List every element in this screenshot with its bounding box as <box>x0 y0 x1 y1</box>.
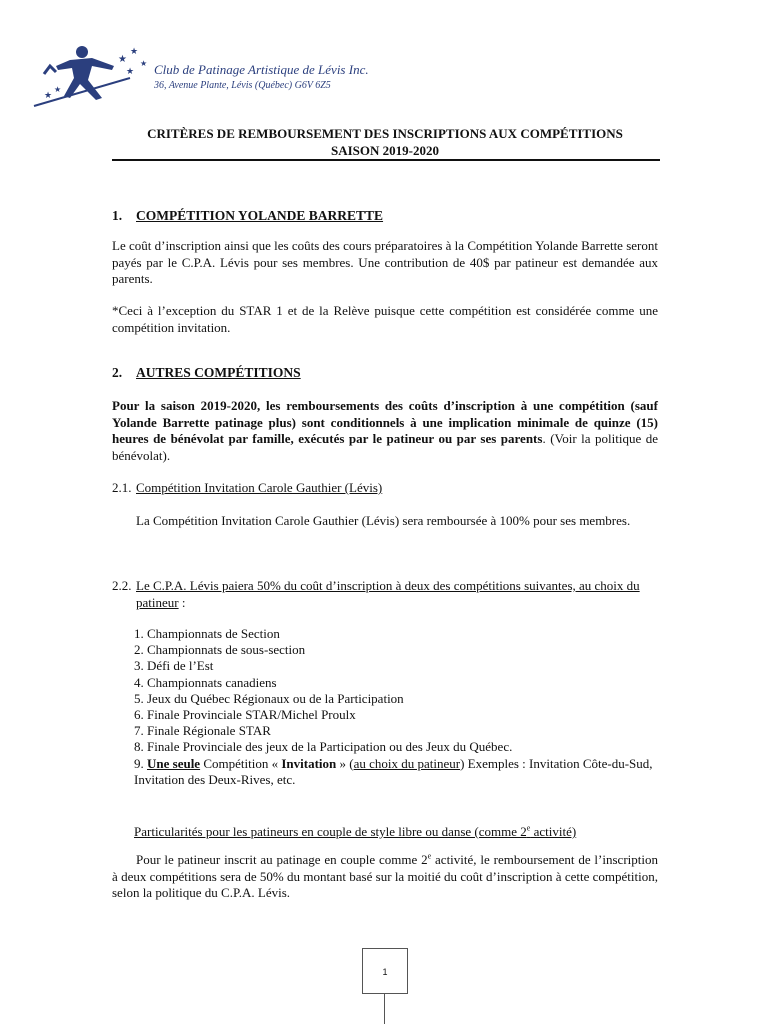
competition-list <box>134 626 658 788</box>
couple-heading: Particularités pour les patineurs en couple de style libre ou danse (comme 2e activité) <box>134 823 577 839</box>
svg-text:★: ★ <box>44 91 53 101</box>
list-item: 4. Championnats canadiens <box>134 674 277 690</box>
list-item: 1. Championnats de Section <box>134 626 280 641</box>
list-item: 2. Championnats de sous-section <box>134 642 306 658</box>
couple-paragraph: Pour le patineur inscrit au patinage en couple comme 2e activité, le remboursement de l’inscription à deux compétitions sera de 50% du montant basé sur la moitié du coût d’inscription à cette compétition, selon la politique du C.P.A. Lévis. <box>112 851 658 900</box>
page-number: 1 <box>382 967 388 977</box>
section-2-intro-tail: . (Voir la politique de bénévolat). <box>112 431 658 463</box>
svg-text:★: ★ <box>130 47 139 57</box>
svg-text:★: ★ <box>140 59 148 68</box>
club-logo <box>30 40 369 112</box>
list-item-invitation: 9. Une seule Compétition « Invitation » (au choix du patineur) Exemples : Invitation Côte-du-Sud, Invitation des Deux-Rives, etc. <box>134 755 653 787</box>
subsection-2-2-title: Le C.P.A. Lévis paiera 50% du coût d’inscription à deux des compétitions suivantes, au choix du patineur <box>136 578 640 610</box>
section-2-intro <box>112 398 658 464</box>
subsection-2-1-paragraph: La Compétition Invitation Carole Gauthier (Lévis) sera remboursée à 100% pour ses membres. <box>136 513 631 528</box>
skater-logo-icon <box>30 40 154 112</box>
club-name: Club de Patinage Artistique de Lévis Inc. <box>154 62 369 77</box>
subsection-2-2-heading <box>112 578 658 611</box>
section-1-title: COMPÉTITION YOLANDE BARRETTE <box>136 208 384 223</box>
subsection-2-1-title: Compétition Invitation Carole Gauthier (Lévis) <box>136 480 383 495</box>
list-item: 3. Défi de l’Est <box>134 658 214 674</box>
subsection-2-1-heading <box>112 480 382 497</box>
list-item: 7. Finale Régionale STAR <box>134 723 271 739</box>
section-1-heading <box>112 208 383 224</box>
page-number-box <box>362 948 408 994</box>
section-2-heading <box>112 365 301 381</box>
document-subtitle: SAISON 2019-2020 <box>331 143 439 158</box>
section-2-intro-bold: Pour la saison 2019-2020, les remboursements des coûts d’inscription à une compétition (sauf Yolande Barrette patinage plus) sont conditionnels à une implication minimale de quinze (15) heures de bénévolat par famille, exécutés par le patineur ou par ses parents <box>112 398 658 446</box>
section-2-title: AUTRES COMPÉTITIONS <box>136 365 301 380</box>
subsection-2-1-number: 2.1. <box>112 480 132 495</box>
list-item: 5. Jeux du Québec Régionaux ou de la Participation <box>134 690 404 706</box>
section-1-number: 1. <box>112 208 123 223</box>
list-item: 8. Finale Provinciale des jeux de la Participation ou des Jeux du Québec. <box>134 739 513 755</box>
title-divider <box>112 159 660 161</box>
svg-text:★: ★ <box>126 67 135 77</box>
list-item: 6. Finale Provinciale STAR/Michel Proulx <box>134 707 356 723</box>
subsection-2-2-number: 2.2. <box>112 578 132 593</box>
section-1-note: *Ceci à l’exception du STAR 1 et de la Relève puisque cette compétition est considérée comme une compétition invitation. <box>112 303 658 335</box>
invitation-label: Invitation <box>281 755 337 771</box>
svg-text:★: ★ <box>54 85 62 94</box>
page-footer-line <box>384 994 385 1024</box>
document-title: CRITÈRES DE REMBOURSEMENT DES INSCRIPTIONS AUX COMPÉTITIONS <box>147 126 623 141</box>
section-1-paragraph: Le coût d’inscription ainsi que les coûts des cours préparatoires à la Compétition Yolande Barrette seront payés par le C.P.A. Lévis pour ses membres. Une contribution de 40$ par patineur est demandée aux parents. <box>112 238 658 286</box>
club-address: 36, Avenue Plante, Lévis (Québec) G6V 6Z5 <box>154 80 331 91</box>
svg-text:★: ★ <box>118 54 127 65</box>
skater-choice-label: au choix du patineur <box>353 755 461 771</box>
one-only-label: Une seule <box>147 755 201 771</box>
section-2-number: 2. <box>112 365 123 380</box>
subsection-2-2-title-tail: : <box>178 594 186 610</box>
